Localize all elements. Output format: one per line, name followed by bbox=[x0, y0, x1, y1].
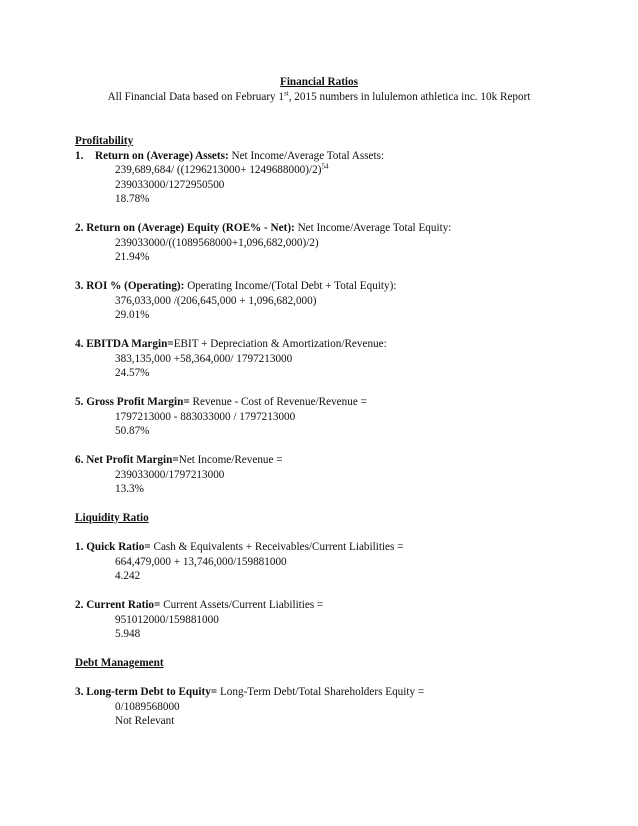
ratio-quick-ratio bbox=[75, 540, 595, 584]
item-name: EBITDA Margin= bbox=[86, 338, 174, 350]
ratio-current-ratio bbox=[75, 598, 595, 642]
section-heading-liquidity: Liquidity Ratio bbox=[75, 512, 149, 524]
ratio-long-term-debt-to-equity bbox=[75, 685, 595, 729]
document-body bbox=[75, 134, 595, 729]
item-number: 3. bbox=[75, 686, 84, 698]
item-formula: Current Assets/Current Liabilities = bbox=[160, 599, 324, 611]
item-formula: Revenue - Cost of Revenue/Revenue = bbox=[189, 396, 367, 408]
ratio-ebitda-margin bbox=[75, 337, 595, 381]
calculation-line: 239033000/1797213000 bbox=[115, 468, 225, 481]
footnote-superscript: 54 bbox=[321, 162, 329, 171]
result-value: 21.94% bbox=[115, 251, 150, 263]
item-formula: Cash & Equivalents + Receivables/Current Liabilities = bbox=[150, 541, 404, 553]
subtitle-suffix: , 2015 numbers in lululemon athletica inc. 10k Report bbox=[288, 91, 531, 103]
item-number: 6. bbox=[75, 454, 84, 466]
item-name: Long-term Debt to Equity= bbox=[86, 686, 218, 698]
result-value: 50.87% bbox=[115, 425, 150, 437]
result-value: 13.3% bbox=[115, 483, 144, 495]
item-name: Return on (Average) Assets: bbox=[95, 149, 229, 162]
item-number: 2. bbox=[75, 599, 84, 611]
item-name: Current Ratio= bbox=[86, 599, 161, 611]
item-number: 1. bbox=[75, 149, 84, 162]
ratio-return-on-assets bbox=[75, 149, 595, 207]
item-formula: Net Income/Average Total Equity: bbox=[294, 222, 452, 234]
result-value: 4.242 bbox=[115, 570, 141, 582]
document-subtitle bbox=[0, 90, 638, 105]
calculation-line: 1797213000 - 883033000 / 1797213000 bbox=[115, 410, 296, 423]
calculation-line: 239,689,684/ $((1296213000+ 1249688000)/2)^{54}$ bbox=[115, 162, 329, 176]
calculation-line: 376,033,000 /(206,645,000 + 1,096,682,000) bbox=[115, 294, 317, 307]
item-name: Quick Ratio= bbox=[86, 541, 151, 553]
calculation-line: 664,479,000 + 13,746,000/159881000 bbox=[115, 555, 287, 568]
item-formula: Net Income/Average Total Assets: bbox=[228, 149, 385, 162]
item-number: 1. bbox=[75, 541, 84, 553]
calculation-line: 239033000/1272950500 bbox=[115, 178, 225, 191]
ratio-return-on-equity bbox=[75, 221, 595, 265]
calculation-line: 0/1089568000 bbox=[115, 700, 180, 713]
result-value: 24.57% bbox=[115, 367, 150, 379]
result-value: 29.01% bbox=[115, 309, 150, 321]
result-value: 5.948 bbox=[115, 628, 141, 640]
subtitle-prefix: All Financial Data based on February 1 bbox=[107, 91, 285, 103]
item-formula: Operating Income/(Total Debt + Total Equity): bbox=[184, 280, 397, 292]
item-formula: EBIT + Depreciation & Amortization/Revenue: bbox=[173, 338, 387, 350]
calculation-line: 383,135,000 +58,364,000/ 1797213000 bbox=[115, 352, 293, 365]
item-name: Net Profit Margin= bbox=[86, 454, 179, 466]
section-heading-profitability: Profitability bbox=[75, 135, 134, 147]
ratio-net-profit-margin bbox=[75, 453, 595, 497]
subtitle-superscript: st bbox=[284, 89, 289, 98]
item-number: 3. bbox=[75, 280, 84, 292]
item-number: 4. bbox=[75, 338, 84, 350]
item-formula: Net Income/Revenue = bbox=[178, 454, 283, 466]
section-heading-debt-management: Debt Management bbox=[75, 657, 164, 669]
item-name: Return on (Average) Equity (ROE% - Net): bbox=[86, 222, 295, 234]
calculation-line: 951012000/159881000 bbox=[115, 613, 219, 626]
item-number: 2. bbox=[75, 222, 84, 234]
item-formula: Long-Term Debt/Total Shareholders Equity = bbox=[217, 686, 425, 698]
ratio-gross-profit-margin bbox=[75, 395, 595, 439]
item-name: Gross Profit Margin= bbox=[86, 396, 190, 408]
calculation-line: 239033000/((1089568000+1,096,682,000)/2) bbox=[115, 236, 319, 249]
document-title: Financial Ratios bbox=[279, 76, 358, 88]
item-number: 5. bbox=[75, 396, 84, 408]
result-value: Not Relevant bbox=[115, 715, 175, 727]
ratio-roi-operating bbox=[75, 279, 595, 323]
result-value: 18.78% bbox=[115, 193, 150, 205]
item-name: ROI % (Operating): bbox=[86, 280, 185, 292]
